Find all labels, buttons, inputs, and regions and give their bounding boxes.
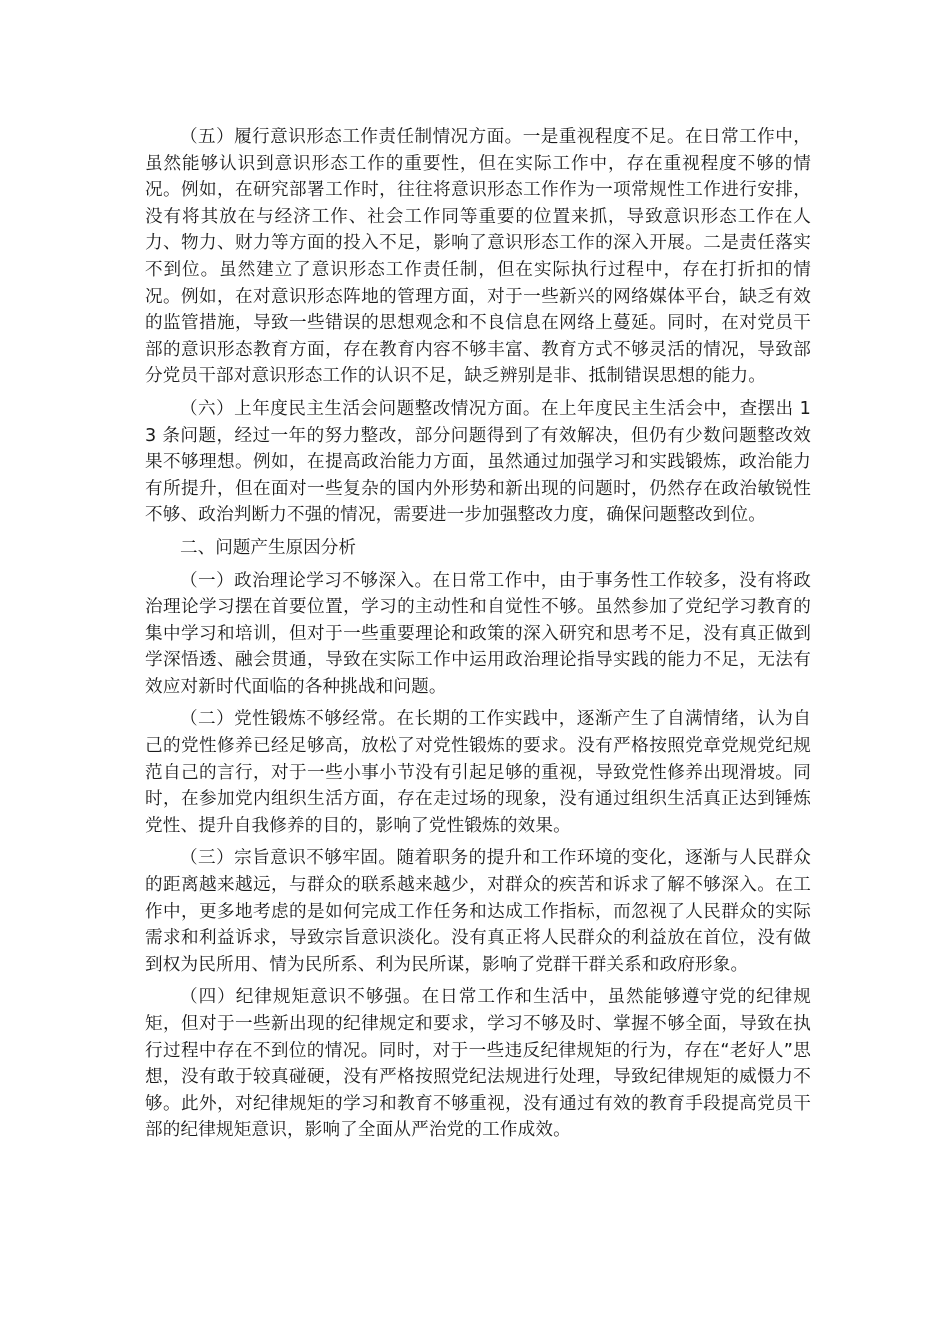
paragraph-rectification-status: （六）上年度民主生活会问题整改情况方面。在上年度民主生活会中，查摆出 13 条问题，经过一年的努力整改，部分问题得到了有效解决，但仍有少数问题整改效果不够理想。例如，在提高政治能力方面，虽然通过加强学习和实践锻炼，政治能力有所提升，但在面对一些复杂的国内外形势和新出现的问题时，仍然存在政治敏锐性不够、政治判断力不强的情况，需要进一步加强整改力度，确保问题整改到位。 <box>145 398 811 526</box>
document-page <box>145 124 811 1144</box>
paragraph-ideology-responsibility: （五）履行意识形态工作责任制情况方面。一是重视程度不足。在日常工作中，虽然能够认识到意识形态工作的重要性，但在实际工作中，存在重视程度不够的情况。例如，在研究部署工作时，往往将意识形态工作作为一项常规性工作进行安排，没有将其放在与经济工作、社会工作同等重要的位置来抓，导致意识形态工作在人力、物力、财力等方面的投入不足，影响了意识形态工作的深入开展。二是责任落实不到位。虽然建立了意识形态工作责任制，但在实际执行过程中，存在打折扣的情况。例如，在对意识形态阵地的管理方面，对于一些新兴的网络媒体平台，缺乏有效的监管措施，导致一些错误的思想观念和不良信息在网络上蔓延。同时，在对党员干部的意识形态教育方面，存在教育内容不够丰富、教育方式不够灵活的情况，导致部分党员干部对意识形态工作的认识不足，缺乏辨别是非、抵制错误思想的能力。 <box>145 127 811 387</box>
paragraph-cause-purpose-awareness: （三）宗旨意识不够牢固。随着职务的提升和工作环境的变化，逐渐与人民群众的距离越来越远，与群众的联系越来越少，对群众的疾苦和诉求了解不够深入。在工作中，更多地考虑的是如何完成工作任务和达成工作指标，而忽视了人民群众的实际需求和利益诉求，导致宗旨意识淡化。没有真正将人民群众的利益放在首位，没有做到权为民所用、情为民所系、利为民所谋，影响了党群干群关系和政府形象。 <box>145 848 811 975</box>
paragraph-cause-theory-study: （一）政治理论学习不够深入。在日常工作中，由于事务性工作较多，没有将政治理论学习摆在首要位置，学习的主动性和自觉性不够。虽然参加了党纪学习教育的集中学习和培训，但对于一些重要理论和政策的深入研究和思考不足，没有真正做到学深悟透、融会贯通，导致在实际工作中运用政治理论指导实践的能力不足，无法有效应对新时代面临的各种挑战和问题。 <box>145 570 811 697</box>
paragraph-cause-party-spirit: （二）党性锻炼不够经常。在长期的工作实践中，逐渐产生了自满情绪，认为自己的党性修养已经足够高，放松了对党性锻炼的要求。没有严格按照党章党规党纪规范自己的言行，对于一些小事小节没有引起足够的重视，导致党性修养出现滑坡。同时，在参加党内组织生活方面，存在走过场的现象，没有通过组织生活真正达到锤炼党性、提升自我修养的目的，影响了党性锻炼的效果。 <box>145 709 811 836</box>
section-heading-cause-analysis: 二、问题产生原因分析 <box>180 537 356 558</box>
paragraph-cause-discipline: （四）纪律规矩意识不够强。在日常工作和生活中，虽然能够遵守党的纪律规矩，但对于一些新出现的纪律规定和要求，学习不够及时、掌握不够全面，导致在执行过程中存在不到位的情况。同时，对于一些违反纪律规矩的行为，存在“老好人”思想，没有敢于较真碰硬，没有严格按照党纪法规进行处理，导致纪律规矩的威慑力不够。此外，对纪律规矩的学习和教育不够重视，没有通过有效的教育手段提高党员干部的纪律规矩意识，影响了全面从严治党的工作成效。 <box>145 987 811 1141</box>
